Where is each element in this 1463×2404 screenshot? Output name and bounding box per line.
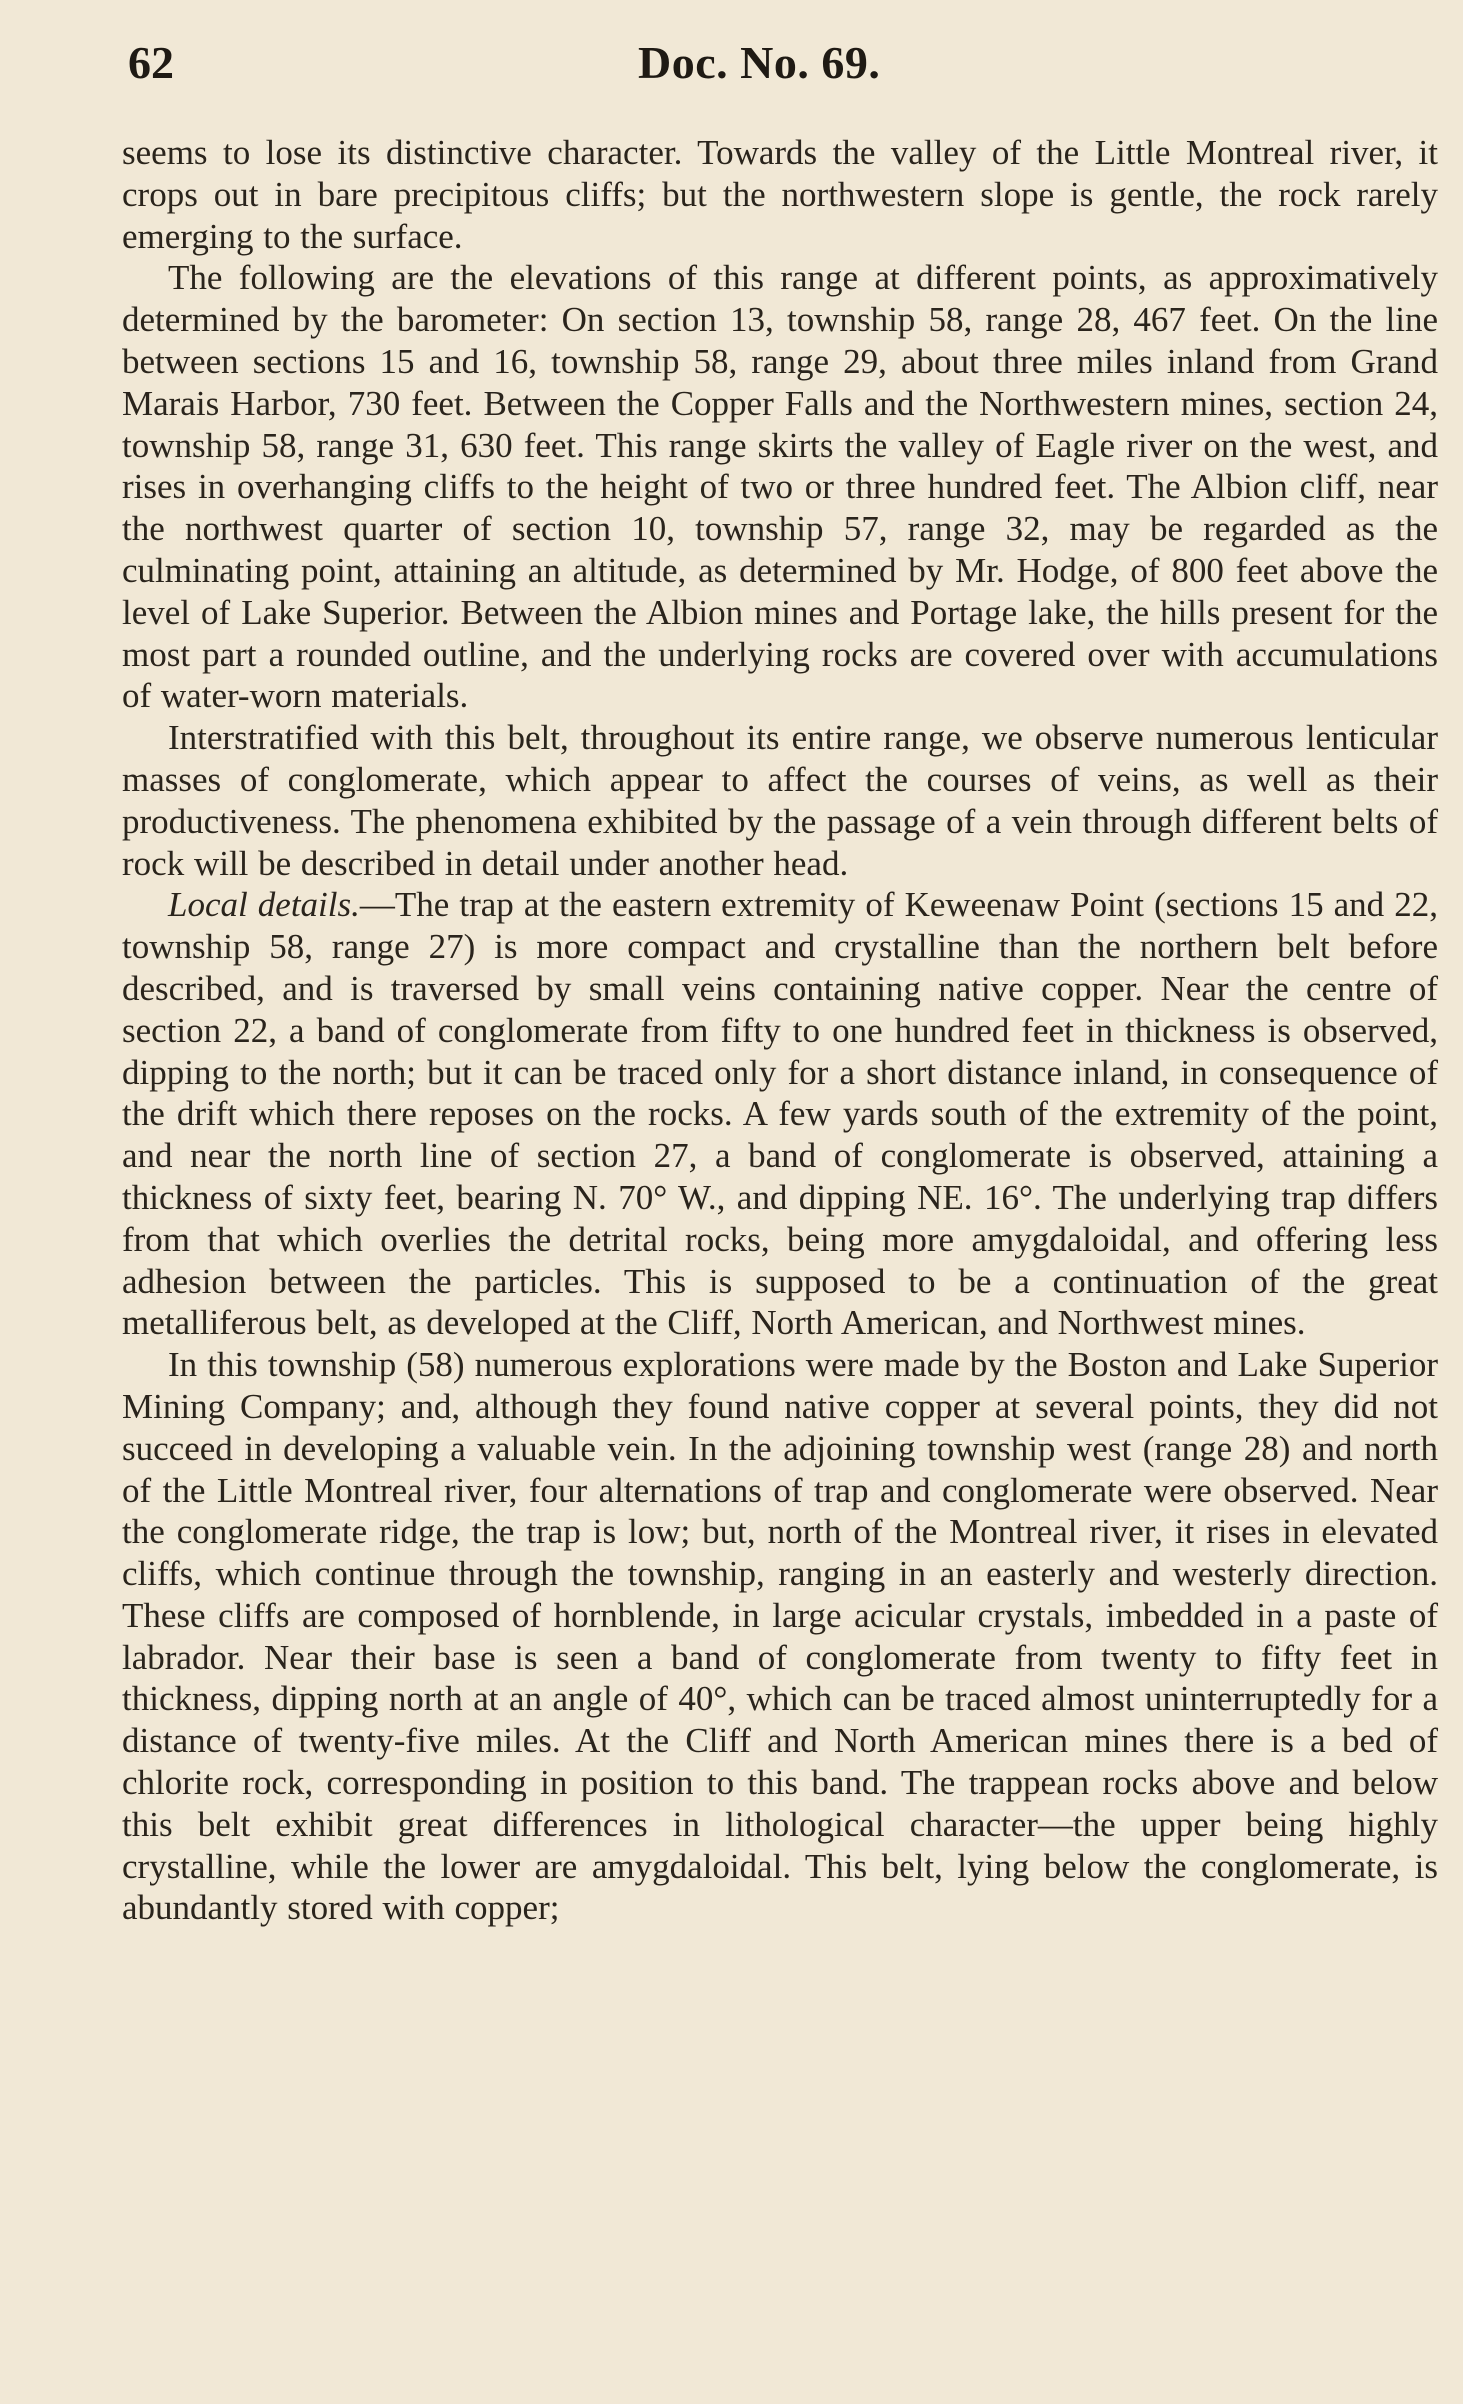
- paragraph: [122, 257, 1438, 717]
- paragraph: [122, 884, 1438, 1344]
- paragraph-text: seems to lose its distinctive character. Towards the valley of the Little Montreal river, it crops out in bare precipitous cliffs; but the northwestern slope is gentle, the rock rarely emerging to the surface.: [122, 133, 1438, 256]
- page-number: 62: [128, 37, 174, 88]
- running-head: Doc. No. 69.: [638, 37, 881, 88]
- section-lead: Local details.: [168, 885, 360, 925]
- paragraph: [122, 132, 1438, 257]
- paragraph-text: In this township (58) numerous explorations were made by the Boston and Lake Superior Mining Company; and, although they found native copper at several points, they did not succeed in developing a valuable vein. In the adjoining township west (range 28) and north of the Little Montreal river, four alternations of trap and conglomerate were observed. Near the conglomerate ridge, the trap is low; but, north of the Montreal river, it rises in elevated cliffs, which continue through the township, ranging in an easterly and westerly direction. These cliffs are composed of hornblende, in large acicular crystals, imbedded in a paste of labrador. Near their base is seen a band of conglomerate from twenty to fifty feet in thickness, dipping north at an angle of 40°, which can be traced almost uninterruptedly for a distance of twenty-five miles. At the Cliff and North American mines there is a bed of chlorite rock, corresponding in position to this band. The trappean rocks above and below this belt exhibit great differences in lithological character—the upper being highly crystalline, while the lower are amygdaloidal. This belt, lying below the conglomerate, is abundantly stored with copper;: [122, 1345, 1438, 1928]
- body-text: [122, 132, 1438, 1929]
- paragraph: [122, 717, 1438, 884]
- paragraph-text: Interstratified with this belt, throughout its entire range, we observe numerous lenticular masses of conglomerate, which appear to affect the courses of veins, as well as their productiveness. The phenomena exhibited by the passage of a vein through different belts of rock will be described in detail under another head.: [122, 718, 1438, 883]
- page-header: [128, 36, 1345, 96]
- paragraph-text: —The trap at the eastern extremity of Keweenaw Point (sections 15 and 22, township 58, range 27) is more compact and crystalline than the northern belt before described, and is traversed by small veins containing native copper. Near the centre of section 22, a band of conglomerate from fifty to one hundred feet in thickness is observed, dipping to the north; but it can be traced only for a short distance inland, in consequence of the drift which there reposes on the rocks. A few yards south of the extremity of the point, and near the north line of section 27, a band of conglomerate is observed, attaining a thickness of sixty feet, bearing N. 70° W., and dipping NE. 16°. The underlying trap differs from that which overlies the detrital rocks, being more amygdaloidal, and offering less adhesion between the particles. This is supposed to be a continuation of the great metalliferous belt, as developed at the Cliff, North American, and Northwest mines.: [122, 885, 1438, 1343]
- paragraph-text: The following are the elevations of this range at different points, as approximatively determined by the barometer: On section 13, township 58, range 28, 467 feet. On the line between sections 15 and 16, township 58, range 29, about three miles inland from Grand Marais Harbor, 730 feet. Between the Copper Falls and the Northwestern mines, section 24, township 58, range 31, 630 feet. This range skirts the valley of Eagle river on the west, and rises in overhanging cliffs to the height of two or three hundred feet. The Albion cliff, near the northwest quarter of section 10, township 57, range 32, may be regarded as the culminating point, attaining an altitude, as determined by Mr. Hodge, of 800 feet above the level of Lake Superior. Between the Albion mines and Portage lake, the hills present for the most part a rounded outline, and the underlying rocks are covered over with accumulations of water-worn materials.: [122, 258, 1438, 716]
- paragraph: [122, 1344, 1438, 1929]
